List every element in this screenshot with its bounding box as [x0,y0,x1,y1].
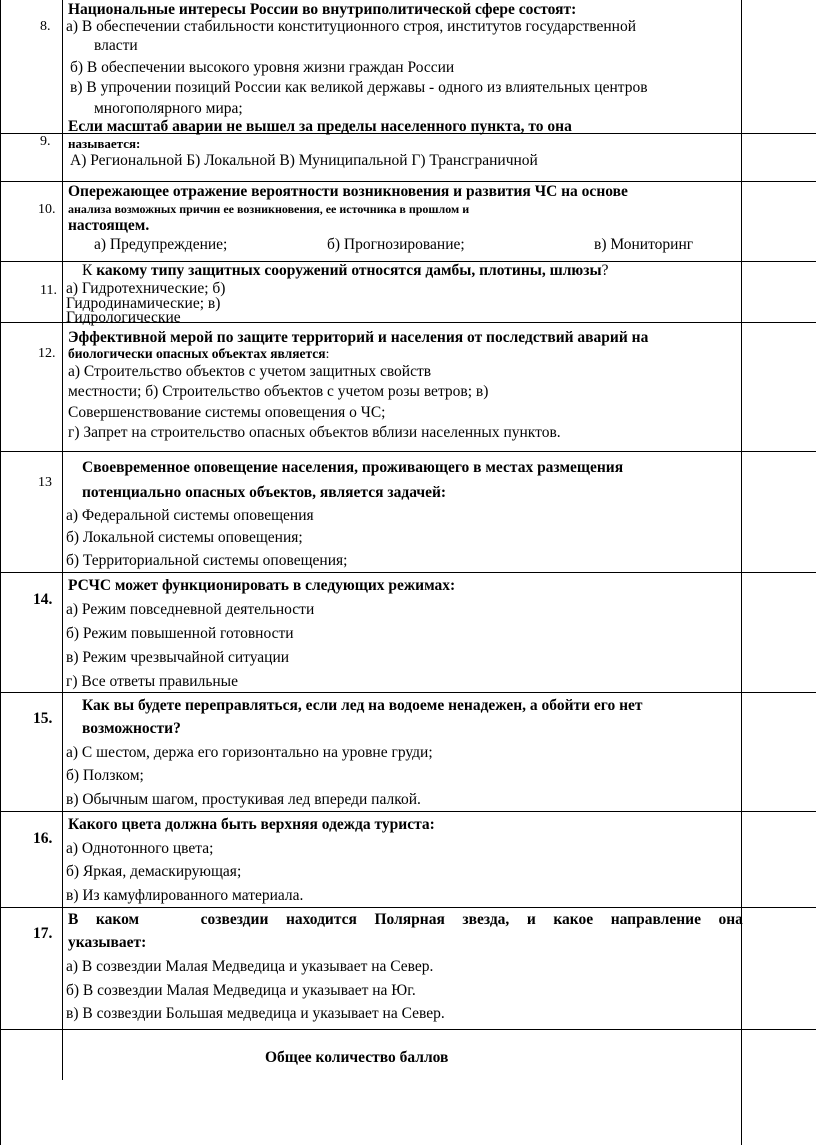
question-word: направление [610,911,701,928]
question-text: потенциально опасных объектов, является задачей: [82,484,447,501]
answer-option: местности; б) Строительство объектов с учетом розы ветров; в) [68,383,489,400]
answer-option: б) Прогнозирование; [327,236,465,253]
question-suffix: ? [601,262,609,279]
answer-option: в) В созвездии Большая медведица и указывает на Север. [66,1005,445,1022]
answer-option: а) В созвездии Малая Медведица и указывает на Север. [66,958,434,975]
question-text [68,911,743,929]
question-suffix: : [325,346,330,361]
question-number: 17. [33,925,53,942]
answer-option: Совершенствование системы оповещения о ЧС; [68,404,386,421]
question-number: 12. [38,346,56,361]
question-body: какому типу защитных сооружений относятся дамбы, плотины, шлюзы [96,262,602,279]
answer-option: в) Мониторинг [594,236,694,253]
question-word: Полярная [374,911,445,928]
question-word: созвездии [200,911,269,928]
answer-option: а) Строительство объектов с учетом защитных свойств [68,363,432,380]
answer-option: Гидродинамические; в) [66,295,221,312]
answer-option: а) Предупреждение; [94,236,228,253]
question-body: биологически опасных объектах является [68,346,326,361]
question-number: 15. [33,710,53,727]
question-word: какое [553,911,594,928]
answer-option: г) Все ответы правильные [66,673,238,690]
question-number: 8. [40,19,51,34]
answer-option: б) Яркая, демаскирующая; [66,863,242,880]
question-text: Эффективной мерой по защите территорий и населения от последствий аварий на [68,329,649,346]
answer-option: а) Федеральной системы оповещения [66,507,314,524]
answer-option: б) Территориальной системы оповещения; [66,552,348,569]
answer-option: в) В упрочении позиций России как великой державы - одного из влиятельных центров [70,79,648,96]
question-number: 11. [40,283,57,298]
row-divider [0,181,816,182]
answer-option: а) В обеспечении стабильности конституционного строя, институтов государственной [66,18,636,35]
answer-option: в) Из камуфлированного материала. [66,887,304,904]
question-word: находится [285,911,357,928]
answer-option: а) С шестом, держа его горизонтально на уровне груди; [66,744,433,761]
question-text [68,345,329,363]
row-divider [0,572,816,573]
answer-option: в) Обычным шагом, простукивая лед впереди палкой. [66,791,421,808]
answer-option: а) Однотонного цвета; [66,840,214,857]
question-word: звезда, [462,911,510,928]
question-text [82,262,608,280]
question-word: она [718,911,743,928]
question-word: В [68,911,79,928]
row-divider [0,451,816,452]
answer-option: А) Региональной Б) Локальной В) Муниципальной Г) Трансграничной [70,152,538,169]
question-word: и [526,911,536,928]
question-text: Опережающее отражение вероятности возникновения и развития ЧС на основе [68,183,628,200]
row-divider [0,907,816,908]
question-text: Национальные интересы России во внутриполитической сфере состоят: [68,1,577,18]
answer-option: власти [94,37,138,54]
question-text: Какого цвета должна быть верхняя одежда туриста: [68,816,435,833]
question-text: указывает: [68,934,147,951]
question-text: анализа возможных причин ее возникновения, ее источника в прошлом и [68,202,470,216]
answer-option: б) В созвездии Малая Медведица и указывает на Юг. [66,982,416,999]
answer-option: а) Гидротехнические; б) [66,280,226,297]
answer-option: г) Запрет на строительство опасных объектов вблизи населенных пунктов. [68,424,561,441]
question-number: 13 [38,475,52,490]
question-text: РСЧС может функционировать в следующих режимах: [68,577,456,594]
question-number: 10. [38,202,56,217]
question-text: Как вы будете переправляться, если лед на водоеме ненадежен, а обойти его нет [82,697,643,714]
answer-option: б) Режим повышенной готовности [66,625,294,642]
answer-option: б) Ползком; [66,767,144,784]
row-divider [0,692,816,693]
row-divider [0,811,816,812]
question-text: возможности? [82,720,181,737]
question-text: называется: [68,136,141,151]
question-prefix: К [82,262,97,279]
question-text: Если масштаб аварии не вышел за пределы населенного пункта, то она [68,118,572,135]
question-word: каком [95,911,140,928]
table-border-number-column [62,0,63,1080]
answer-option: в) Режим чрезвычайной ситуации [66,649,290,666]
question-number: 9. [40,134,51,149]
total-score-label: Общее количество баллов [265,1049,449,1066]
row-divider [0,1029,816,1030]
question-number: 16. [33,830,53,847]
question-text: настоящем. [68,217,150,234]
answer-option: а) Режим повседневной деятельности [66,601,315,618]
question-number: 14. [33,591,53,608]
answer-option: б) В обеспечении высокого уровня жизни граждан России [70,59,455,76]
question-text: Своевременное оповещение населения, проживающего в местах размещения [82,459,624,476]
answer-option: многополярного мира; [94,100,243,117]
answer-option: б) Локальной системы оповещения; [66,529,303,546]
answer-option: Гидрологические [66,309,181,326]
